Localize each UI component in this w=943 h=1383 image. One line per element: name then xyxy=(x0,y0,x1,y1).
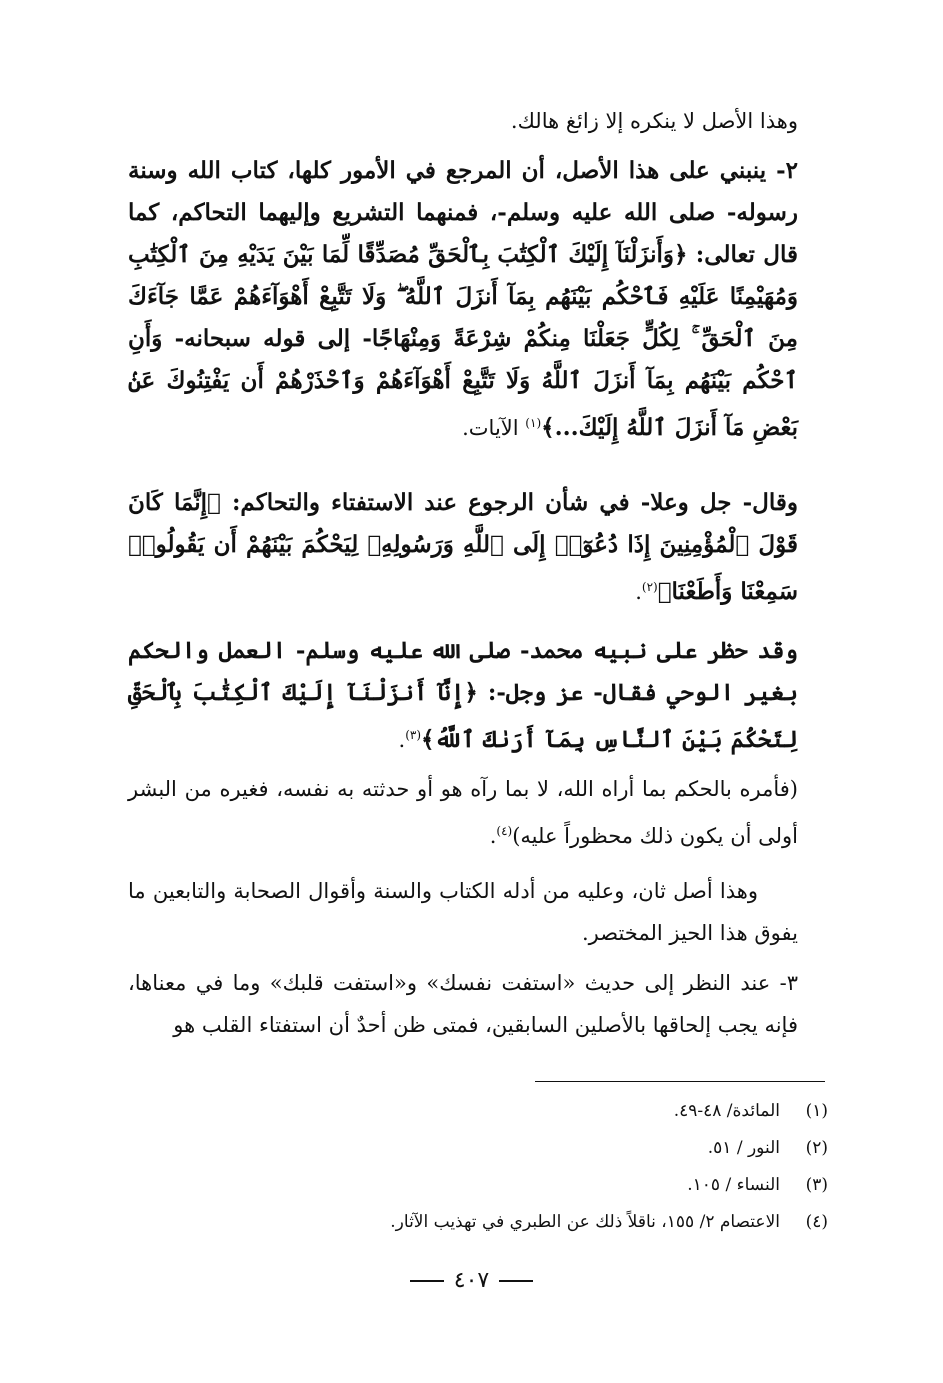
quran-verse: وقال- جل وعلا- في شأن الرجوع عند الاستفتاء والتحاكم: ﴿إِنَّمَا كَانَ قَوْلَ ٱلْمُؤْمِنِينَ إِذَا دُعُوٓا۟ إِلَى ٱللَّهِ وَرَسُولِهِۦ لِيَحْكُمَ بَيْنَهُمْ أَن يَقُولُوا۟ سَمِعْنَا وَأَطَعْنَا﴾ xyxy=(128,489,798,605)
paragraph-text: وهذا أصل ثان، وعليه من أدله الكتاب والسنة وأقوال الصحابة والتابعين ما يفوق هذا الحيز المختصر. xyxy=(128,879,798,945)
folio-dash xyxy=(410,1280,444,1282)
footnote-text: النور / ٥١. xyxy=(707,1138,780,1158)
paragraph-point-3 xyxy=(128,962,798,1046)
paragraph-intro xyxy=(128,100,798,142)
page-number-text: ٤٠٧ xyxy=(453,1268,490,1293)
paragraph-quote xyxy=(128,768,798,857)
footnote-ref[interactable]: (٤) xyxy=(496,824,513,838)
footnote-2 xyxy=(128,1137,828,1159)
paragraph-text: (فأمره بالحكم بما أراه الله، لا بما رآه هو أو حدثته به نفسه، فغيره من البشر أولى أن يكون ذلك محظوراً عليه) xyxy=(128,777,798,848)
footnote-number: (١) xyxy=(805,1101,828,1121)
footnote-ref[interactable]: (٢) xyxy=(641,580,658,594)
folio-dash xyxy=(499,1280,533,1282)
footnote-text: النساء / ١٠٥. xyxy=(687,1175,780,1195)
page-number xyxy=(0,1268,943,1293)
footnote-ref[interactable]: (١) xyxy=(525,416,542,430)
paragraph-second-principle xyxy=(128,870,798,954)
footnote-1 xyxy=(128,1100,828,1122)
footnote-ref[interactable]: (٣) xyxy=(405,728,422,742)
paragraph-tahakum xyxy=(128,482,798,613)
paragraph-tail: الآيات. xyxy=(462,416,526,440)
footnote-number: (٤) xyxy=(805,1212,828,1232)
footnote-text: المائدة/ ٤٨-٤٩. xyxy=(673,1101,780,1121)
footnote-number: (٢) xyxy=(805,1138,828,1158)
footnote-number: (٣) xyxy=(805,1175,828,1195)
footnote-3 xyxy=(128,1174,828,1196)
paragraph-tail: . xyxy=(489,824,497,848)
footnote-separator xyxy=(535,1081,825,1082)
footnote-text: الاعتصام ٢/ ١٥٥، ناقلاً ذلك عن الطبري في تهذيب الآثار. xyxy=(390,1212,780,1232)
quran-verse: ٢- ينبني على هذا الأصل، أن المرجع في الأمور كلها، كتاب الله وسنة رسوله- صلى الله عليه وسلم-، فمنهما التشريع وإليهما التحاكم، كما قال تعالى: ﴿وَأَنزَلْنَآ إِلَيْكَ ٱلْكِتَٰبَ بِٱلْحَقِّ مُصَدِّقًا لِّمَا بَيْنَ يَدَيْهِ مِنَ ٱلْكِتَٰبِ وَمُهَيْمِنًا عَلَيْهِ فَٱحْكُم بَيْنَهُم بِمَآ أَنزَلَ ٱللَّهُ ۖ وَلَا تَتَّبِعْ أَهْوَآءَهُمْ عَمَّا جَآءَكَ مِنَ ٱلْحَقِّ ۚ لِكُلٍّ جَعَلْنَا مِنكُمْ شِرْعَةً وَمِنْهَاجًا- إلى قوله سبحانه- وَأَنِ ٱحْكُم بَيْنَهُم بِمَآ أَنزَلَ ٱللَّهُ وَلَا تَتَّبِعْ أَهْوَآءَهُمْ وَٱحْذَرْهُمْ أَن يَفْتِنُوكَ عَنۢ بَعْضِ مَآ أَنزَلَ ٱللَّهُ إِلَيْكَ...﴾ xyxy=(128,157,798,441)
paragraph-point-2 xyxy=(128,150,798,449)
paragraph-text: ٣- عند النظر إلى حديث «استفت نفسك» و«استفت قلبك» وما في معناها، فإنه يجب إلحاقها بالأصلين السابقين، فمتى ظن أحدٌ أن استفتاء القلب هو xyxy=(128,971,798,1037)
paragraph-prohibition xyxy=(128,630,798,761)
quran-verse: وقد حظر على نبيه محمد- صلى الله عليه وسلم- العمل والحكم بغير الوحي فقال- عز وجل-: ﴿إِنَّآ أَنزَلْنَآ إِلَيْكَ ٱلْكِتَٰبَ بِٱلْحَقِّ لِتَحْكُمَ بَيْنَ ٱلنَّاسِ بِمَآ أَرَىٰكَ ٱللَّهُ﴾ xyxy=(128,637,798,753)
paragraph-text: وهذا الأصل لا ينكره إلا زائغ هالك. xyxy=(510,109,798,133)
footnote-4 xyxy=(128,1211,828,1233)
paragraph-tail: . xyxy=(635,580,642,604)
paragraph-tail: . xyxy=(398,728,406,752)
